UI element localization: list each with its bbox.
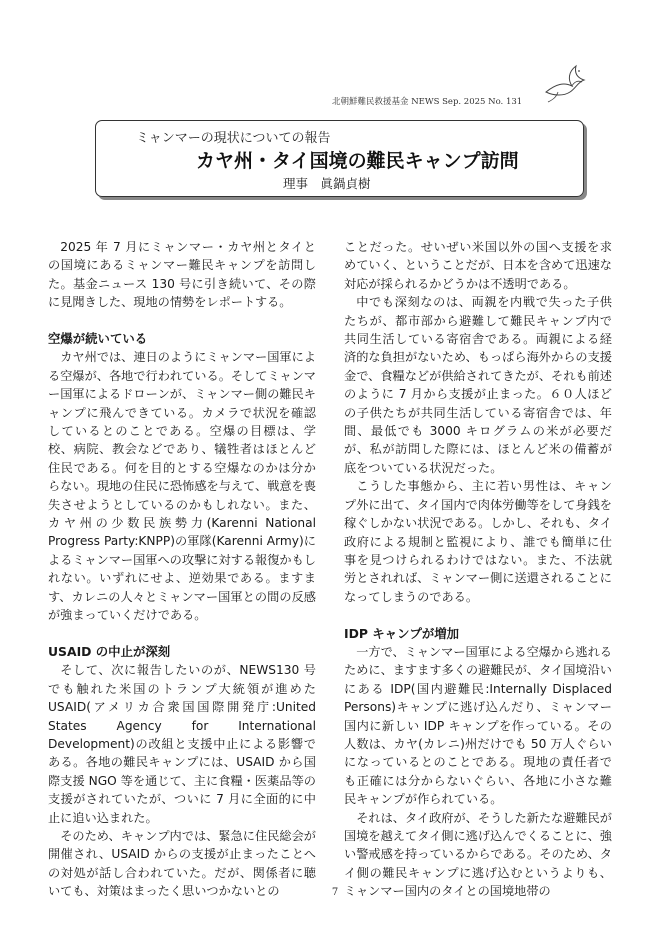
- paragraph-idp-1: 一方で、ミャンマー国軍による空爆から逃れるために、ますます多くの避難民が、タイ国境沿いにある IDP(国内避難民:Internally Displaced Persons)キャンプに逃げ込んだり、ミャンマー国内に新しい IDP キャンプを作っている。その人数は、カヤ(カレニ)州だけでも 50 万人ぐらいになっているとのことである。現地の責任者でも正確には分からないぐらい、各地に小さな難民キャンプが作られている。: [344, 644, 612, 807]
- paragraph-airstrikes: カヤ州では、連日のようにミャンマー国軍による空爆が、各地で行われている。そしてミャンマー国軍によるドローンが、ミャンマー側の難民キャンプに飛んできている。カメラで状況を確認しているとのことである。空爆の目標は、学校、病院、教会などであり、犠牲者はほとんど住民である。何を目的とする空爆なのかは分からない。現地の住民に恐怖感を与えて、戦意を喪失させようとしているのかもしれない。また、カヤ州の少数民族勢力(Karenni National Progress Party:KNPP)の軍隊(Karenni Army)によるミャンマー国軍への攻撃に対する報復かもしれない。いずれにせよ、逆効果である。ますます、カレニの人々とミャンマー国軍との間の反感が強まっていくだけである。: [48, 350, 316, 623]
- paragraph-usaid-1: そして、次に報告したいのが、NEWS130 号でも触れた米国のトランプ大統領が進めた USAID(アメリカ合衆国国際開発庁:United States Agency for International Development)の改組と支援中止による影響である。各地の難民キャンプには、USAID から国際支援 NGO 等を通じて、主に食糧・医薬品等の支援がされていたが、ついに 7 月に全面的に中止に追い込まれた。: [48, 663, 316, 825]
- article-author: 理事 眞鍋貞樹: [283, 176, 371, 191]
- article-subtitle: ミャンマーの現状についての報告: [136, 131, 331, 146]
- article-title: カヤ州・タイ国境の難民キャンプ訪問: [196, 150, 519, 172]
- dove-logo-icon: [538, 62, 588, 106]
- section-heading-airstrikes: 空爆が続いている: [48, 331, 148, 347]
- paragraph-usaid-2: そのため、キャンプ内では、緊急に住民総会が開催され、USAID からの支援が止まったことへの対処が話し合われていた。だが、関係者に聴いても、対策はまったく思いつかないとの: [48, 828, 316, 899]
- right-column: [344, 238, 612, 901]
- paragraph-continuation: ことだった。せいぜい米国以外の国へ支援を求めていく、ということだが、日本を含めて迅速な対応が採られるかどうかは不透明である。: [344, 240, 612, 291]
- newsletter-header: 北朝鮮難民救援基金 NEWS Sep. 2025 No. 131: [332, 97, 523, 107]
- page-number: 7: [331, 887, 339, 898]
- paragraph-dormitory: 中でも深刻なのは、両親を内戦で失った子供たちが、都市部から避難して難民キャンプ内で共同生活している寄宿舎である。両親による経済的な負担がないため、もっぱら海外からの支援金で、食糧などが供給されてきたが、それも前述のように 7 月から支援が止まった。６０人ほどの子供たちが共同生活している寄宿舎では、年間、最低でも 3000 キログラムの米が必要だが、私が訪問した際には、ほとんど米の備蓄が底をついている状況だった。: [344, 295, 612, 475]
- section-heading-usaid: USAID の中止が深刻: [48, 643, 171, 659]
- intro-paragraph: 2025 年 7 月にミャンマー・カヤ州とタイとの国境にあるミャンマー難民キャンプを訪問した。基金ニュース 130 号に引き続いて、その際に見聞きした、現地の情勢をレポートする。: [48, 240, 316, 310]
- paragraph-labor: こうした事態から、主に若い男性は、キャンプ外に出て、タイ国内で肉体労働等をして身銭を稼ぐしかない状況である。しかし、それも、タイ政府による規制と監視により、誰でも簡単に仕事を見つけられるわけではない。また、不法就労とされれば、ミャンマー側に送還されることになってしまうのである。: [344, 479, 612, 604]
- paragraph-idp-2: それは、タイ政府が、そうした新たな避難民が国境を越えてタイ側に逃げ込んでくることに、強い警戒感を持っているからである。そのため、タイ側の難民キャンプに逃げ込むというよりも、ミャンマー国内のタイとの国境地帯の: [344, 810, 612, 899]
- left-column: [48, 238, 316, 901]
- section-heading-idp: IDP キャンプが増加: [344, 625, 460, 641]
